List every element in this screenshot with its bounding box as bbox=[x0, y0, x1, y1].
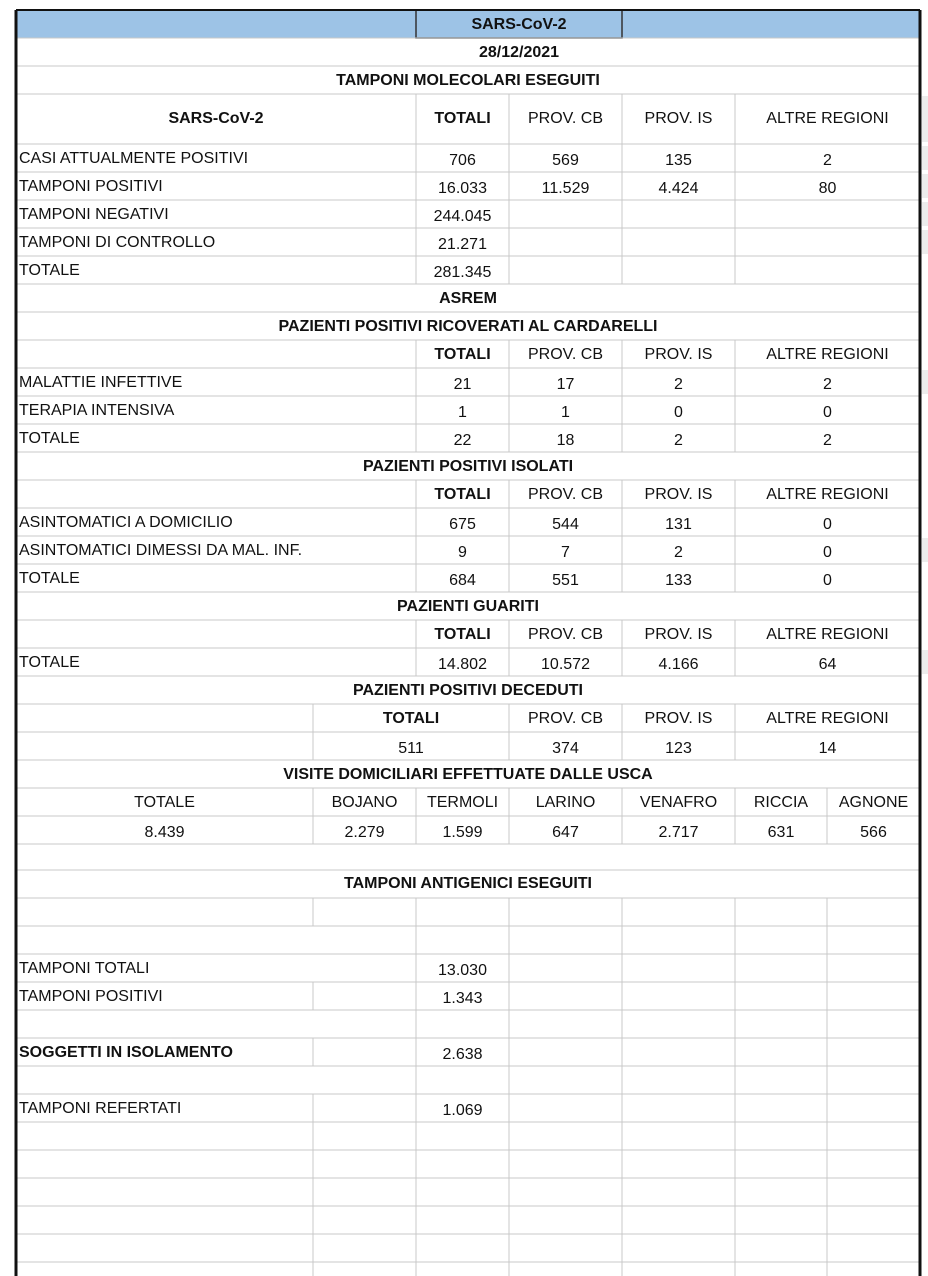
ricoverati-row-value: 0 bbox=[823, 404, 832, 422]
deceduti-col-header: ALTRE REGIONI bbox=[766, 710, 889, 728]
ricoverati-col-header-2: PROV. IS bbox=[644, 346, 713, 364]
isolati-row-value: 9 bbox=[458, 544, 467, 562]
guariti-row-value: 64 bbox=[818, 656, 837, 674]
isolati-row-value: 0 bbox=[823, 516, 832, 534]
adjacent-cell bbox=[922, 174, 928, 198]
molecolari-row-value: 21.271 bbox=[438, 236, 487, 254]
molecolari-row-value: 16.033 bbox=[438, 180, 487, 198]
usca-col-header: RICCIA bbox=[753, 794, 809, 812]
deceduti-value: 511 bbox=[398, 740, 424, 758]
ricoverati-row-value: 1 bbox=[458, 404, 467, 422]
isolati-row-label: ASINTOMATICI A DOMICILIO bbox=[19, 514, 233, 532]
molecolari-row-value: 4.424 bbox=[658, 180, 699, 198]
isolati-row-value: 0 bbox=[823, 572, 832, 590]
molecolari-row-label: TAMPONI DI CONTROLLO bbox=[19, 234, 216, 252]
ricoverati-col-header-0: TOTALI bbox=[434, 346, 491, 364]
section-title-guariti: PAZIENTI GUARITI bbox=[397, 598, 539, 616]
molecolari-row-value: 135 bbox=[665, 152, 692, 170]
section-title-deceduti: PAZIENTI POSITIVI DECEDUTI bbox=[353, 682, 583, 700]
usca-col-header: TERMOLI bbox=[426, 794, 499, 812]
isolati-row-value: 131 bbox=[665, 516, 692, 534]
antigenici-row-label: TAMPONI REFERTATI bbox=[19, 1100, 182, 1118]
ricoverati-row-value: 1 bbox=[561, 404, 570, 422]
guariti-col-header-2: PROV. IS bbox=[644, 626, 713, 644]
section-title-usca: VISITE DOMICILIARI EFFETTUATE DALLE USCA bbox=[283, 766, 653, 784]
ricoverati-row-value: 17 bbox=[556, 376, 575, 394]
usca-value: 8.439 bbox=[144, 824, 185, 842]
molecolari-row-label: TAMPONI POSITIVI bbox=[19, 178, 163, 196]
usca-col-header: BOJANO bbox=[331, 794, 398, 812]
adjacent-cell bbox=[922, 230, 928, 254]
ricoverati-col-header-3: ALTRE REGIONI bbox=[766, 346, 889, 364]
usca-value: 647 bbox=[552, 824, 579, 842]
ricoverati-row-value: 21 bbox=[453, 376, 472, 394]
molecolari-label-header: SARS-CoV-2 bbox=[168, 110, 264, 128]
guariti-col-header-3: ALTRE REGIONI bbox=[766, 626, 889, 644]
antigenici-row-label: SOGGETTI IN ISOLAMENTO bbox=[19, 1044, 233, 1062]
isolati-col-header-2: PROV. IS bbox=[644, 486, 713, 504]
molecolari-col-header: PROV. CB bbox=[528, 110, 603, 128]
ricoverati-row-value: 2 bbox=[674, 432, 683, 450]
molecolari-col-header: TOTALI bbox=[434, 110, 491, 128]
report-date: 28/12/2021 bbox=[478, 44, 560, 62]
guariti-row-label: TOTALE bbox=[19, 654, 80, 672]
ricoverati-row-label: MALATTIE INFETTIVE bbox=[19, 374, 183, 392]
guariti-row-value: 14.802 bbox=[438, 656, 487, 674]
guariti-row-value: 4.166 bbox=[658, 656, 699, 674]
section-title-antigenici: TAMPONI ANTIGENICI ESEGUITI bbox=[343, 875, 593, 893]
adjacent-cell bbox=[922, 370, 928, 394]
antigenici-row-label: TAMPONI POSITIVI bbox=[19, 988, 163, 1006]
molecolari-row-label: TOTALE bbox=[19, 262, 80, 280]
deceduti-value: 123 bbox=[665, 740, 692, 758]
deceduti-value: 374 bbox=[552, 740, 579, 758]
isolati-col-header-0: TOTALI bbox=[434, 486, 491, 504]
ricoverati-row-value: 2 bbox=[823, 432, 832, 450]
guariti-row-value: 10.572 bbox=[541, 656, 590, 674]
section-title-ricoverati: PAZIENTI POSITIVI RICOVERATI AL CARDARELLI bbox=[278, 318, 658, 336]
adjacent-cell bbox=[922, 96, 928, 142]
molecolari-col-header: ALTRE REGIONI bbox=[766, 110, 889, 128]
isolati-row-value: 544 bbox=[552, 516, 579, 534]
deceduti-col-header: PROV. IS bbox=[644, 710, 713, 728]
ricoverati-row-label: TERAPIA INTENSIVA bbox=[19, 402, 175, 420]
ricoverati-row-value: 22 bbox=[453, 432, 472, 450]
molecolari-row-label: CASI ATTUALMENTE POSITIVI bbox=[19, 150, 249, 168]
section-title-molecolari: TAMPONI MOLECOLARI ESEGUITI bbox=[336, 72, 600, 90]
usca-value: 566 bbox=[860, 824, 887, 842]
ricoverati-row-value: 2 bbox=[674, 376, 683, 394]
antigenici-row-label: TAMPONI TOTALI bbox=[19, 960, 150, 978]
molecolari-row-value: 281.345 bbox=[433, 264, 492, 282]
molecolari-row-value: 11.529 bbox=[541, 180, 590, 198]
adjacent-cell bbox=[922, 202, 928, 226]
molecolari-row-value: 244.045 bbox=[433, 208, 492, 226]
usca-col-header: AGNONE bbox=[838, 794, 909, 812]
usca-value: 2.279 bbox=[344, 824, 385, 842]
molecolari-row-value: 80 bbox=[818, 180, 837, 198]
isolati-row-value: 675 bbox=[449, 516, 476, 534]
deceduti-col-header: TOTALI bbox=[382, 710, 440, 728]
usca-value: 1.599 bbox=[442, 824, 483, 842]
ricoverati-row-value: 18 bbox=[556, 432, 575, 450]
molecolari-row-value: 569 bbox=[552, 152, 579, 170]
antigenici-row-value: 13.030 bbox=[438, 962, 487, 980]
deceduti-col-header: PROV. CB bbox=[528, 710, 603, 728]
deceduti-value: 14 bbox=[818, 740, 837, 758]
antigenici-row-value: 1.069 bbox=[442, 1102, 483, 1120]
molecolari-col-header: PROV. IS bbox=[644, 110, 713, 128]
usca-value: 631 bbox=[767, 824, 795, 842]
isolati-row-value: 2 bbox=[674, 544, 683, 562]
ricoverati-row-label: TOTALE bbox=[19, 430, 80, 448]
adjacent-cell bbox=[922, 146, 928, 170]
antigenici-row-value: 1.343 bbox=[442, 990, 483, 1008]
ricoverati-row-value: 2 bbox=[823, 376, 832, 394]
isolati-row-value: 551 bbox=[552, 572, 579, 590]
isolati-row-value: 7 bbox=[561, 544, 570, 562]
molecolari-row-value: 2 bbox=[823, 152, 832, 170]
section-title-asrem: ASREM bbox=[439, 290, 497, 308]
usca-col-header: TOTALE bbox=[134, 794, 195, 812]
section-title-isolati: PAZIENTI POSITIVI ISOLATI bbox=[362, 458, 574, 476]
isolati-row-label: TOTALE bbox=[19, 570, 80, 588]
usca-col-header: VENAFRO bbox=[639, 794, 718, 812]
usca-value: 2.717 bbox=[658, 824, 699, 842]
isolati-col-header-3: ALTRE REGIONI bbox=[766, 486, 889, 504]
guariti-col-header-0: TOTALI bbox=[434, 626, 491, 644]
isolati-row-value: 133 bbox=[665, 572, 692, 590]
antigenici-row-value: 2.638 bbox=[442, 1046, 483, 1064]
adjacent-cell bbox=[922, 650, 928, 674]
sheet-title: SARS-CoV-2 bbox=[471, 16, 567, 34]
ricoverati-col-header-1: PROV. CB bbox=[528, 346, 603, 364]
isolati-row-value: 0 bbox=[823, 544, 832, 562]
isolati-col-header-1: PROV. CB bbox=[528, 486, 603, 504]
usca-col-header: LARINO bbox=[535, 794, 596, 812]
adjacent-cell bbox=[922, 538, 928, 562]
molecolari-row-value: 706 bbox=[449, 152, 476, 170]
ricoverati-row-value: 0 bbox=[674, 404, 683, 422]
guariti-col-header-1: PROV. CB bbox=[528, 626, 603, 644]
isolati-row-value: 684 bbox=[449, 572, 476, 590]
isolati-row-label: ASINTOMATICI DIMESSI DA MAL. INF. bbox=[19, 542, 303, 560]
molecolari-row-label: TAMPONI NEGATIVI bbox=[19, 206, 169, 224]
